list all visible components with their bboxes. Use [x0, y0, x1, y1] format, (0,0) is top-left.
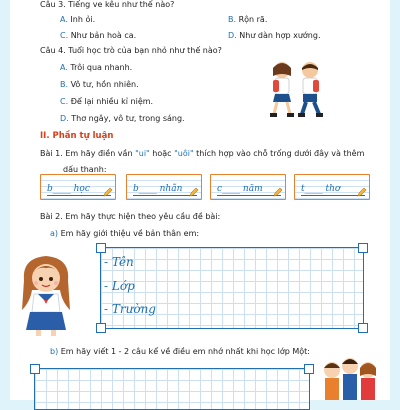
q4-option-c[interactable] — [60, 97, 153, 106]
instruction-part: thích hợp vào chỗ trống dưới đây và thêm — [193, 149, 365, 158]
option-letter: A. — [60, 63, 68, 72]
sub-text: Em hãy viết 1 - 2 câu kể về điều em nhớ nhất khi học lớp Một: — [60, 347, 310, 356]
section-2-title: II. Phần tự luận — [40, 131, 114, 141]
sub-letter: a) — [50, 229, 59, 238]
fill-word: t____ thơ — [301, 184, 365, 196]
q4-option-a[interactable] — [60, 63, 132, 72]
q3-option-c[interactable] — [60, 31, 136, 40]
option-text: Thơ ngây, vô tư, trong sáng. — [71, 114, 185, 123]
sub-letter: b) — [50, 347, 59, 356]
option-letter: B. — [60, 80, 69, 89]
pencil-icon — [357, 187, 367, 197]
pencil-icon — [189, 187, 199, 197]
grid-handle — [96, 323, 106, 333]
grid-handle — [96, 243, 106, 253]
class-line-label: - Lớp — [104, 279, 135, 293]
fill-box-1[interactable] — [40, 174, 116, 200]
grid-handle — [358, 243, 368, 253]
students-running-illustration — [262, 58, 332, 120]
option-text: Vô tư, hồn nhiên. — [70, 80, 139, 89]
self-introduction-writing-grid[interactable] — [100, 247, 364, 329]
q4-option-d[interactable] — [60, 114, 185, 123]
option-text: Rộn rã. — [238, 15, 268, 24]
fill-box-3[interactable] — [210, 174, 286, 200]
instruction-part: Bài 1. Em hãy điền vần — [40, 149, 136, 158]
q3-option-d[interactable] — [228, 31, 321, 40]
exercise-1-instruction — [40, 149, 364, 158]
worksheet-page — [10, 0, 390, 400]
question-3-title: Câu 3. Tiếng ve kêu như thế nào? — [40, 0, 175, 9]
option-letter: C. — [60, 31, 69, 40]
option-text: Trôi qua nhanh. — [70, 63, 133, 72]
fill-word: b____ học — [47, 184, 111, 196]
pencil-icon — [103, 187, 113, 197]
exercise-1-instruction-line2: dấu thanh: — [63, 165, 107, 174]
question-4-title: Câu 4. Tuổi học trò của bạn nhỏ như thế nào? — [40, 46, 222, 55]
name-line-label: - Tên — [104, 255, 134, 269]
q3-option-b[interactable] — [228, 15, 267, 24]
fill-box-2[interactable] — [126, 174, 202, 200]
q4-option-b[interactable] — [60, 80, 139, 89]
fill-word: b____ nhãn — [133, 184, 197, 196]
exercise-2b-prompt — [50, 347, 310, 356]
girl-student-illustration — [14, 250, 78, 338]
option-text: Như bản hoà ca. — [70, 31, 137, 40]
rhyme-uoi: "uôi" — [174, 149, 194, 158]
option-letter: A. — [60, 15, 68, 24]
option-text: Inh ỏi. — [70, 15, 96, 24]
option-letter: B. — [228, 15, 237, 24]
option-letter: D. — [228, 31, 237, 40]
rhyme-ui: "ui" — [135, 149, 150, 158]
q3-option-a[interactable] — [60, 15, 95, 24]
instruction-part: hoặc — [149, 149, 175, 158]
memory-writing-grid[interactable] — [34, 368, 310, 410]
fill-word: c____ năm — [217, 184, 281, 196]
fill-box-4[interactable] — [294, 174, 370, 200]
option-letter: C. — [60, 97, 69, 106]
option-letter: D. — [60, 114, 69, 123]
exercise-2a-prompt — [50, 229, 199, 238]
exercise-2-instruction: Bài 2. Em hãy thực hiện theo yêu cầu đề bài: — [40, 212, 221, 221]
school-line-label: - Trường — [104, 302, 156, 316]
grid-handle — [358, 323, 368, 333]
grid-handle — [30, 364, 40, 374]
group-of-students-illustration — [318, 356, 382, 400]
pencil-icon — [273, 187, 283, 197]
grid-handle — [304, 364, 314, 374]
option-text: Như dàn hợp xướng. — [239, 31, 321, 40]
sub-text: Em hãy giới thiệu về bản thân em: — [60, 229, 200, 238]
option-text: Để lại nhiều kỉ niệm. — [70, 97, 154, 106]
